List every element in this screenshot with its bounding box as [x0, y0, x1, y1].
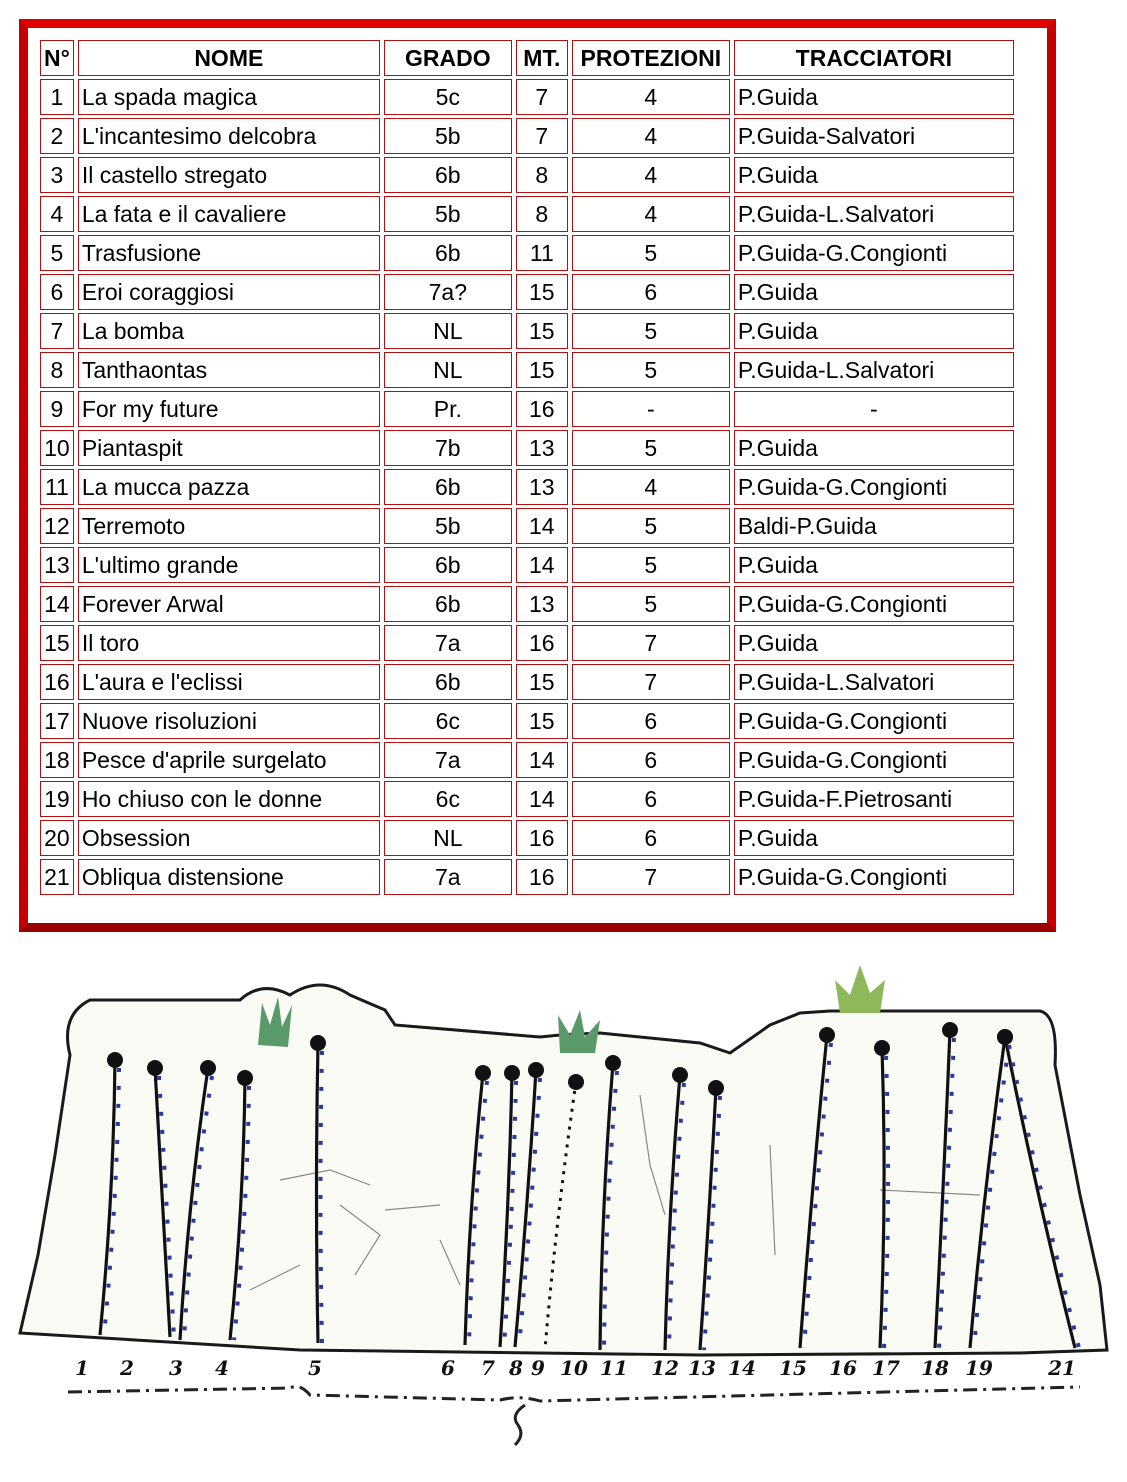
cell-meters: 16 [516, 859, 568, 895]
table-row [40, 508, 1014, 544]
header-setters: TRACCIATORI [734, 40, 1014, 76]
belay-anchor [874, 1040, 890, 1056]
cell-grade: 7a [384, 742, 512, 778]
cell-number: 7 [40, 313, 74, 349]
cell-grade: 7a? [384, 274, 512, 310]
table-row [40, 430, 1014, 466]
table-row [40, 157, 1014, 193]
cell-meters: 14 [516, 781, 568, 817]
cell-setters: P.Guida [734, 820, 1014, 856]
route-number-label: 3 [169, 1356, 183, 1380]
cell-protections: 6 [572, 820, 730, 856]
table-row [40, 703, 1014, 739]
cell-number: 9 [40, 391, 74, 427]
table-row [40, 664, 1014, 700]
cell-setters: P.Guida [734, 157, 1014, 193]
cell-name: Ho chiuso con le donne [78, 781, 380, 817]
cell-meters: 7 [516, 79, 568, 115]
approach-path [68, 1387, 1080, 1401]
cell-protections: 7 [572, 859, 730, 895]
belay-anchor [942, 1022, 958, 1038]
cell-meters: 15 [516, 274, 568, 310]
cell-grade: 5b [384, 196, 512, 232]
table-row [40, 196, 1014, 232]
cell-name: Il toro [78, 625, 380, 661]
route-number-label: 4 [215, 1356, 229, 1380]
cell-setters: P.Guida [734, 313, 1014, 349]
cell-protections: 5 [572, 508, 730, 544]
belay-anchor [819, 1027, 835, 1043]
cell-grade: 5b [384, 118, 512, 154]
route-number-label: 19 [965, 1356, 993, 1380]
plant-icon [835, 965, 885, 1013]
route-number-label: 8 [509, 1356, 523, 1380]
table-row [40, 391, 1014, 427]
plant-icon [558, 1010, 600, 1053]
cell-protections: 5 [572, 586, 730, 622]
cell-meters: 14 [516, 742, 568, 778]
cell-setters: P.Guida [734, 79, 1014, 115]
cell-number: 2 [40, 118, 74, 154]
belay-anchor [708, 1080, 724, 1096]
belay-anchor [528, 1062, 544, 1078]
cell-name: La fata e il cavaliere [78, 196, 380, 232]
cell-name: Piantaspit [78, 430, 380, 466]
cell-protections: 5 [572, 430, 730, 466]
cell-setters: P.Guida-G.Congionti [734, 586, 1014, 622]
route-number-label: 1 [75, 1356, 89, 1380]
cell-meters: 13 [516, 469, 568, 505]
cell-protections: 6 [572, 742, 730, 778]
cell-grade: 7a [384, 859, 512, 895]
cell-grade: NL [384, 820, 512, 856]
cell-setters: P.Guida-L.Salvatori [734, 664, 1014, 700]
cell-name: Obliqua distensione [78, 859, 380, 895]
cell-setters: P.Guida-G.Congionti [734, 235, 1014, 271]
cell-meters: 15 [516, 352, 568, 388]
cell-number: 17 [40, 703, 74, 739]
cell-name: Eroi coraggiosi [78, 274, 380, 310]
cell-name: Pesce d'aprile surgelato [78, 742, 380, 778]
cell-meters: 15 [516, 313, 568, 349]
cell-name: Tanthaontas [78, 352, 380, 388]
cell-name: Trasfusione [78, 235, 380, 271]
cell-protections: 5 [572, 235, 730, 271]
cell-protections: 4 [572, 79, 730, 115]
belay-anchor [568, 1074, 584, 1090]
cell-protections: 6 [572, 703, 730, 739]
table-row [40, 274, 1014, 310]
cell-number: 3 [40, 157, 74, 193]
belay-anchor [605, 1055, 621, 1071]
table-row [40, 235, 1014, 271]
cell-name: La mucca pazza [78, 469, 380, 505]
table-row [40, 313, 1014, 349]
cell-number: 18 [40, 742, 74, 778]
table-row [40, 79, 1014, 115]
cell-setters: P.Guida [734, 547, 1014, 583]
route-labels [75, 1356, 1076, 1380]
route-line [317, 1043, 319, 1343]
cell-number: 12 [40, 508, 74, 544]
cell-meters: 16 [516, 625, 568, 661]
route-number-label: 12 [651, 1356, 679, 1380]
cell-protections: 4 [572, 118, 730, 154]
cell-grade: 6c [384, 781, 512, 817]
belay-anchor [237, 1070, 253, 1086]
cell-number: 19 [40, 781, 74, 817]
route-number-label: 11 [600, 1356, 628, 1380]
cell-grade: Pr. [384, 391, 512, 427]
cell-setters: - [734, 391, 1014, 427]
cell-protections: 5 [572, 547, 730, 583]
belay-anchor [147, 1060, 163, 1076]
cell-number: 21 [40, 859, 74, 895]
cell-protections: - [572, 391, 730, 427]
route-number-label: 14 [728, 1356, 756, 1380]
route-number-label: 10 [560, 1356, 588, 1380]
cell-grade: 6c [384, 703, 512, 739]
belay-anchor [200, 1060, 216, 1076]
cell-setters: P.Guida-G.Congionti [734, 703, 1014, 739]
cell-protections: 5 [572, 313, 730, 349]
cell-number: 15 [40, 625, 74, 661]
cell-name: L'aura e l'eclissi [78, 664, 380, 700]
cell-name: Obsession [78, 820, 380, 856]
cell-grade: NL [384, 313, 512, 349]
cell-protections: 6 [572, 274, 730, 310]
header-name: NOME [78, 40, 380, 76]
belay-anchor [672, 1067, 688, 1083]
approach-path-branch [515, 1405, 525, 1445]
cell-meters: 14 [516, 508, 568, 544]
cell-meters: 16 [516, 820, 568, 856]
route-number-label: 7 [481, 1356, 495, 1380]
belay-anchor [504, 1065, 520, 1081]
table-row [40, 586, 1014, 622]
cell-grade: 6b [384, 469, 512, 505]
cell-name: L'incantesimo delcobra [78, 118, 380, 154]
route-table-frame [19, 19, 1056, 932]
cell-number: 13 [40, 547, 74, 583]
cell-protections: 5 [572, 352, 730, 388]
route-number-label: 2 [120, 1356, 134, 1380]
cell-setters: P.Guida-G.Congionti [734, 469, 1014, 505]
cell-number: 20 [40, 820, 74, 856]
cell-setters: P.Guida-G.Congionti [734, 859, 1014, 895]
cell-grade: 6b [384, 235, 512, 271]
cell-meters: 8 [516, 157, 568, 193]
route-number-label: 15 [779, 1356, 807, 1380]
cell-name: Terremoto [78, 508, 380, 544]
cell-protections: 4 [572, 196, 730, 232]
route-number-label: 5 [308, 1356, 322, 1380]
header-protections: PROTEZIONI [572, 40, 730, 76]
cell-protections: 4 [572, 469, 730, 505]
cell-protections: 7 [572, 625, 730, 661]
cell-setters: P.Guida-L.Salvatori [734, 352, 1014, 388]
table-row [40, 742, 1014, 778]
cell-meters: 11 [516, 235, 568, 271]
belay-anchor [997, 1029, 1013, 1045]
cell-grade: 5b [384, 508, 512, 544]
cell-name: Il castello stregato [78, 157, 380, 193]
cell-grade: 5c [384, 79, 512, 115]
belay-anchor [310, 1035, 326, 1051]
cell-setters: Baldi-P.Guida [734, 508, 1014, 544]
cell-meters: 7 [516, 118, 568, 154]
belay-anchor [107, 1052, 123, 1068]
table-header-row [40, 40, 1014, 76]
cell-setters: P.Guida [734, 430, 1014, 466]
crag-topo-drawing [0, 955, 1127, 1475]
header-meters: MT. [516, 40, 568, 76]
cell-setters: P.Guida-Salvatori [734, 118, 1014, 154]
cell-name: For my future [78, 391, 380, 427]
cell-grade: 7b [384, 430, 512, 466]
cell-grade: 6b [384, 157, 512, 193]
table-row [40, 469, 1014, 505]
table-row [40, 118, 1014, 154]
table-row [40, 352, 1014, 388]
cell-number: 14 [40, 586, 74, 622]
cell-number: 16 [40, 664, 74, 700]
cell-name: Nuove risoluzioni [78, 703, 380, 739]
cell-meters: 13 [516, 430, 568, 466]
route-number-label: 6 [441, 1356, 455, 1380]
route-number-label: 13 [688, 1356, 716, 1380]
cell-name: La bomba [78, 313, 380, 349]
cell-name: La spada magica [78, 79, 380, 115]
table-row [40, 859, 1014, 895]
route-table [36, 37, 1018, 898]
cell-protections: 4 [572, 157, 730, 193]
route-number-label: 18 [921, 1356, 949, 1380]
cell-meters: 8 [516, 196, 568, 232]
route-number-label: 17 [872, 1356, 900, 1380]
table-row [40, 820, 1014, 856]
cell-number: 10 [40, 430, 74, 466]
cell-grade: NL [384, 352, 512, 388]
cell-grade: 7a [384, 625, 512, 661]
cell-number: 6 [40, 274, 74, 310]
cell-setters: P.Guida [734, 625, 1014, 661]
cell-meters: 15 [516, 703, 568, 739]
cell-protections: 6 [572, 781, 730, 817]
table-row [40, 625, 1014, 661]
header-grade: GRADO [384, 40, 512, 76]
cell-grade: 6b [384, 664, 512, 700]
header-number: N° [40, 40, 74, 76]
cell-meters: 15 [516, 664, 568, 700]
route-number-label: 9 [531, 1356, 545, 1380]
table-row [40, 547, 1014, 583]
cell-number: 5 [40, 235, 74, 271]
cell-number: 8 [40, 352, 74, 388]
cell-number: 11 [40, 469, 74, 505]
cell-name: Forever Arwal [78, 586, 380, 622]
cell-number: 4 [40, 196, 74, 232]
cell-grade: 6b [384, 586, 512, 622]
route-number-label: 21 [1048, 1356, 1076, 1380]
cell-setters: P.Guida [734, 274, 1014, 310]
route-number-label: 16 [829, 1356, 857, 1380]
cell-protections: 7 [572, 664, 730, 700]
cell-grade: 6b [384, 547, 512, 583]
cell-setters: P.Guida-L.Salvatori [734, 196, 1014, 232]
cell-meters: 14 [516, 547, 568, 583]
cell-meters: 13 [516, 586, 568, 622]
cell-name: L'ultimo grande [78, 547, 380, 583]
belay-anchor [475, 1065, 491, 1081]
cell-setters: P.Guida-F.Pietrosanti [734, 781, 1014, 817]
cell-setters: P.Guida-G.Congionti [734, 742, 1014, 778]
cell-number: 1 [40, 79, 74, 115]
cell-meters: 16 [516, 391, 568, 427]
table-row [40, 781, 1014, 817]
